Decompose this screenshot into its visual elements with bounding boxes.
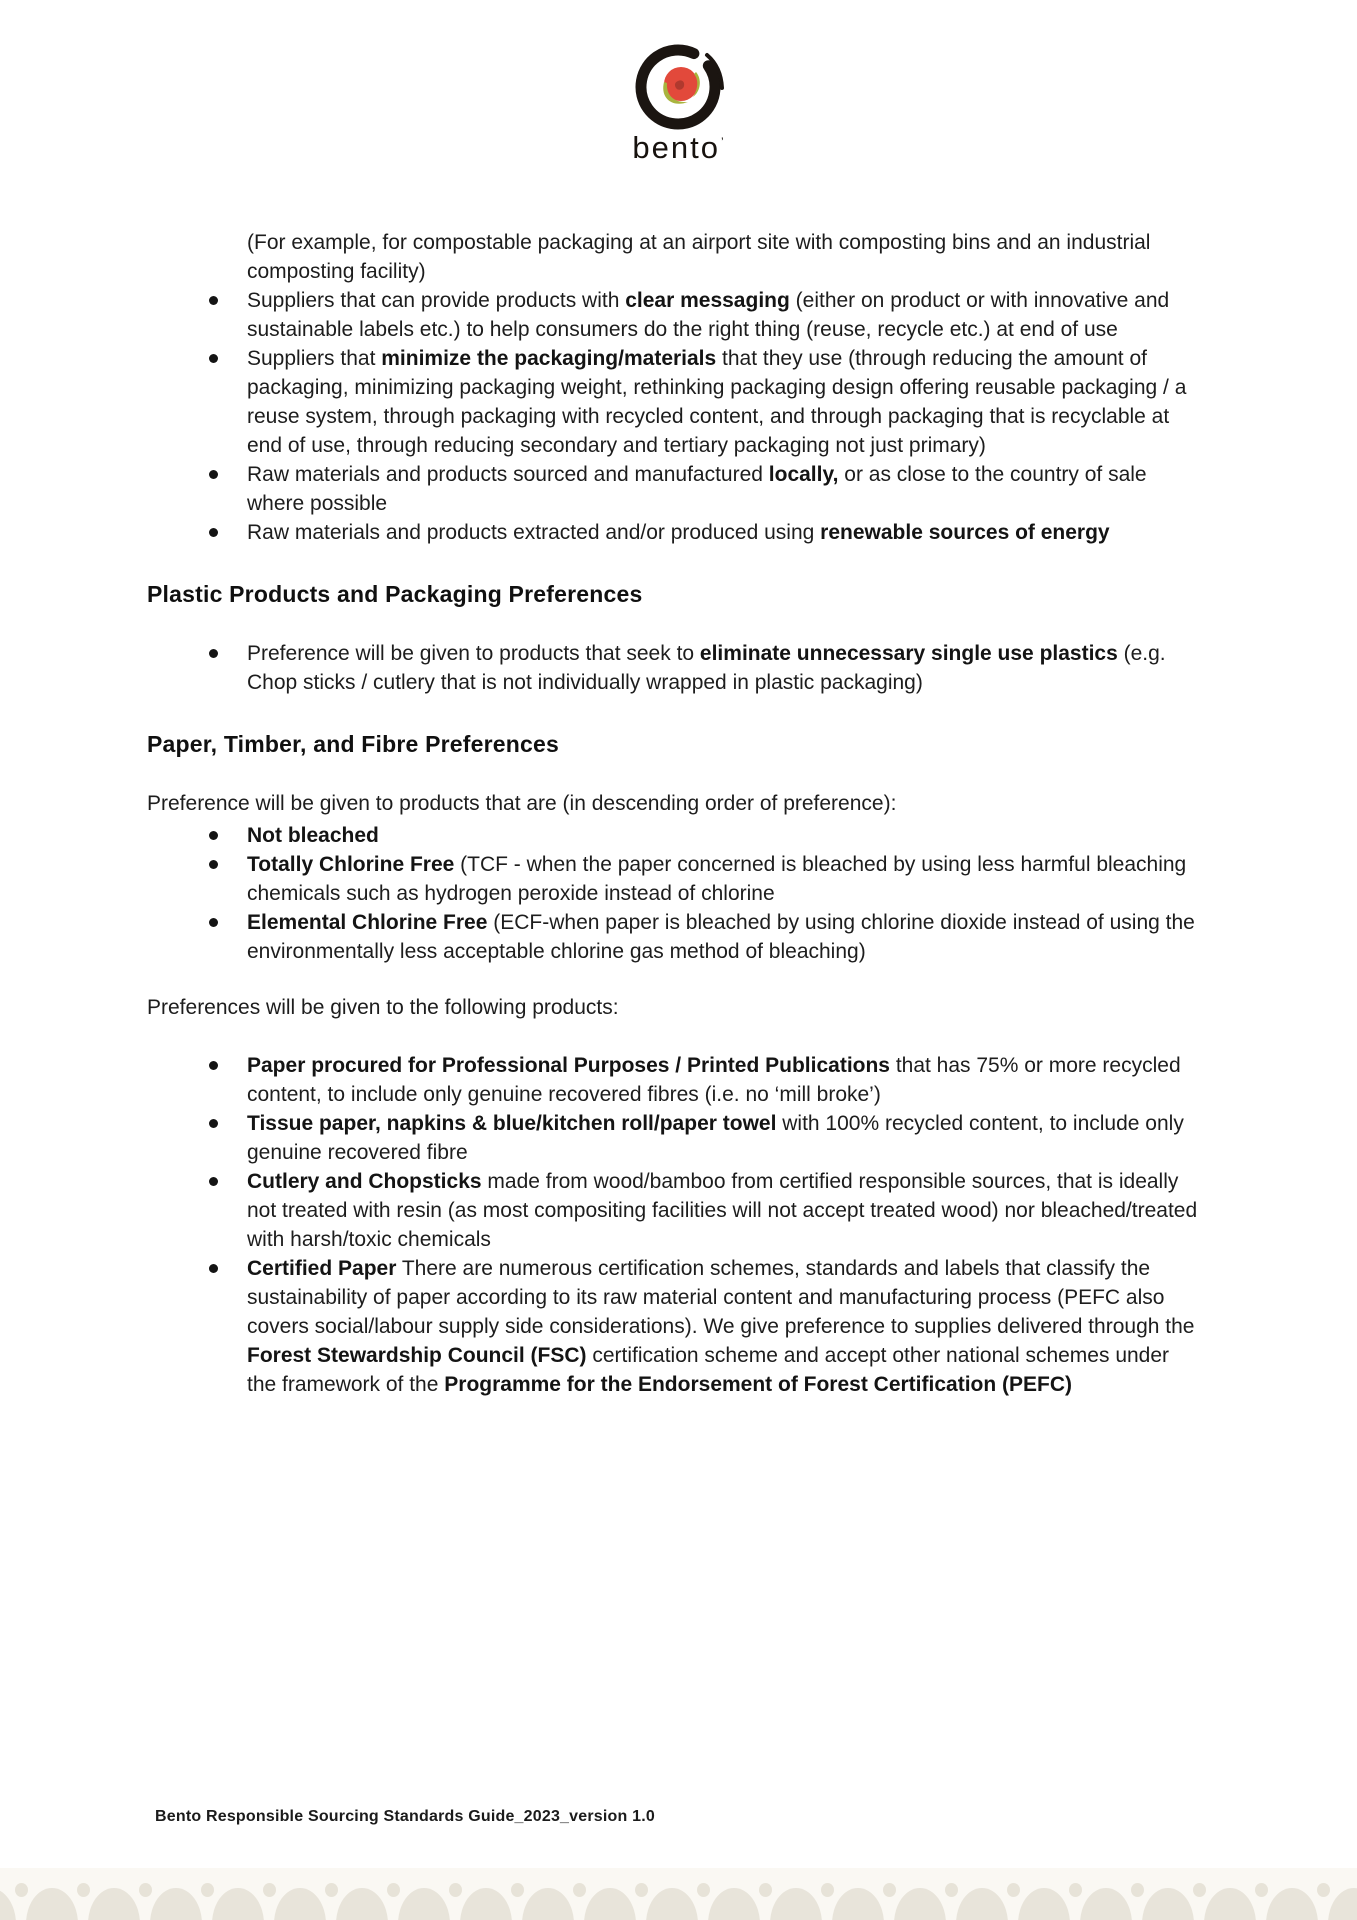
scallop-shape xyxy=(150,1888,202,1920)
scallop-shape xyxy=(584,1888,636,1920)
text-segment: Raw materials and products extracted and/or produced using xyxy=(247,521,821,544)
bullet-item xyxy=(247,1051,1199,1109)
scallop-dot xyxy=(1007,1883,1020,1897)
bullet-list xyxy=(147,639,1232,697)
lead-paragraph xyxy=(147,993,1232,1022)
document-blocks xyxy=(147,228,1232,1399)
bullet-list xyxy=(147,286,1232,547)
scallop-shape xyxy=(212,1888,264,1920)
scallop-shape xyxy=(460,1888,512,1920)
bold-text-segment: Not bleached xyxy=(247,824,379,847)
bold-text-segment: eliminate unnecessary single use plastics xyxy=(699,642,1118,665)
bold-text-segment: renewable sources of energy xyxy=(820,521,1110,544)
continuation-text xyxy=(247,228,1199,286)
scallop-dot xyxy=(883,1883,896,1897)
text-segment: with 100% recycled content, to include only genuine recovered fibre xyxy=(247,1112,1184,1164)
bold-text-segment: Cutlery and Chopsticks xyxy=(247,1170,482,1193)
scallop-shape xyxy=(1080,1888,1132,1920)
scallop-shape xyxy=(708,1888,760,1920)
brand-logo xyxy=(0,0,1357,170)
text-segment: Raw materials and products sourced and manufactured xyxy=(247,463,769,486)
scallop-shape xyxy=(1142,1888,1194,1920)
bullet-list-block xyxy=(147,1051,1232,1399)
scallop-shape xyxy=(274,1888,326,1920)
bullet-item xyxy=(247,1167,1199,1254)
bold-text-segment: Certified Paper xyxy=(247,1257,397,1280)
section-heading: Paper, Timber, and Fibre Preferences xyxy=(147,731,560,757)
text-segment: that has 75% or more recycled content, to include only genuine recovered fibres (i.e. no ‘mill broke’) xyxy=(247,1054,1181,1106)
text-segment: Suppliers that xyxy=(247,347,382,370)
scallop-dot xyxy=(573,1883,586,1897)
bold-text-segment: Tissue paper, napkins & blue/kitchen roll/paper towel xyxy=(247,1112,777,1135)
bold-text-segment: Paper procured for Professional Purposes / Printed Publications xyxy=(247,1054,890,1077)
scallop-dot xyxy=(15,1883,28,1897)
bullet-item xyxy=(247,850,1199,908)
scallop-dot xyxy=(1255,1883,1268,1897)
decorative-border xyxy=(0,1868,1357,1920)
scallop-shape xyxy=(26,1888,78,1920)
bullet-list xyxy=(147,821,1232,966)
scallop-shape xyxy=(1204,1888,1256,1920)
scallop-dot xyxy=(759,1883,772,1897)
scallop-shape xyxy=(398,1888,450,1920)
scallop-shape xyxy=(894,1888,946,1920)
bold-text-segment: minimize the packaging/materials xyxy=(381,347,717,370)
text-segment: (ECF-when paper is bleached by using chlorine dioxide instead of using the environmentally less acceptable chlorine gas method of bleaching) xyxy=(247,911,1195,963)
bullet-item xyxy=(247,639,1199,697)
scallop-shape xyxy=(832,1888,884,1920)
scallop-shape xyxy=(336,1888,388,1920)
brand-wordmark xyxy=(0,132,1357,170)
scallop-dot xyxy=(387,1883,400,1897)
scallop-shape xyxy=(1266,1888,1318,1920)
bold-text-segment: Forest Stewardship Council (FSC) xyxy=(247,1344,587,1367)
text-segment: Preferences will be given to the following products: xyxy=(147,996,619,1019)
bullet-item xyxy=(247,344,1199,460)
bullet-list-block xyxy=(147,789,1232,966)
bold-text-segment: locally, xyxy=(768,463,839,486)
section-heading: Plastic Products and Packaging Preferences xyxy=(147,581,643,607)
list-intro xyxy=(147,789,1232,818)
text-segment: that they use (through reducing the amount of packaging, minimizing packaging weight, rethinking packaging design offering reusable packaging / a reuse system, through packaging with recycled content, and through packaging that is recyclable at end of use, through reducing secondary and tertiary packaging not just primary) xyxy=(247,347,1187,457)
bullet-list-block xyxy=(147,639,1232,697)
text-segment: Preference will be given to products that seek to xyxy=(247,642,700,665)
scallop-dot xyxy=(635,1883,648,1897)
text-segment: Preference will be given to products that are (in descending order of preference): xyxy=(147,792,897,815)
scallop-dot xyxy=(697,1883,710,1897)
bullet-item xyxy=(247,908,1199,966)
bold-text-segment: clear messaging xyxy=(625,289,790,312)
scallop-dot xyxy=(77,1883,90,1897)
scallop-dot xyxy=(1317,1883,1330,1897)
scallop-dot xyxy=(139,1883,152,1897)
bullet-item xyxy=(247,518,1199,547)
scallop-shape xyxy=(646,1888,698,1920)
scallop-shape xyxy=(1328,1888,1357,1920)
bento-logo-icon xyxy=(631,40,727,136)
bullet-item xyxy=(247,286,1199,344)
bullet-list-block xyxy=(147,286,1232,547)
text-segment: or as close to the country of sale where possible xyxy=(247,463,1147,515)
bullet-item xyxy=(247,821,1199,850)
text-segment: certification scheme and accept other national schemes under the framework of the xyxy=(247,1344,1170,1396)
bold-text-segment: Elemental Chlorine Free xyxy=(247,911,488,934)
text-segment: (TCF - when the paper concerned is bleached by using less harmful bleaching chemicals such as hydrogen peroxide instead of chlorine xyxy=(247,853,1187,905)
scallop-dot xyxy=(325,1883,338,1897)
scallop-shape xyxy=(770,1888,822,1920)
brand-name-text: bento xyxy=(632,130,720,165)
scallop-dot xyxy=(511,1883,524,1897)
scallop-dot xyxy=(1193,1883,1206,1897)
scallop-shape xyxy=(522,1888,574,1920)
bold-text-segment: Totally Chlorine Free xyxy=(247,853,455,876)
scallop-dot xyxy=(821,1883,834,1897)
text-segment: There are numerous certification schemes, standards and labels that classify the sustainability of paper according to its raw material content and manufacturing process (PEFC also covers social/labour supply side considerations). We give preference to supplies delivered through the xyxy=(247,1257,1195,1338)
text-segment: (For example, for compostable packaging at an airport site with composting bins and an industrial composting facility) xyxy=(247,231,1151,283)
bullet-item xyxy=(247,460,1199,518)
scallop-dot xyxy=(263,1883,276,1897)
scallop-shape xyxy=(1018,1888,1070,1920)
footer-note: Bento Responsible Sourcing Standards Guide_2023_version 1.0 xyxy=(155,1808,655,1825)
scallop-shape xyxy=(0,1888,16,1920)
scallop-shape xyxy=(956,1888,1008,1920)
trademark-tick-icon: ’ xyxy=(720,135,726,149)
text-segment: made from wood/bamboo from certified responsible sources, that is ideally not treated with resin (as most compositing facilities will not accept treated wood) nor bleached/treated with harsh/toxic chemicals xyxy=(247,1170,1198,1251)
bullet-list xyxy=(147,1051,1232,1399)
scallop-dot xyxy=(201,1883,214,1897)
text-segment: (either on product or with innovative and sustainable labels etc.) to help consumers do the right thing (reuse, recycle etc.) at end of use xyxy=(247,289,1170,341)
text-segment: Suppliers that can provide products with xyxy=(247,289,626,312)
scallop-dot xyxy=(1131,1883,1144,1897)
scallop-dot xyxy=(945,1883,958,1897)
scallop-dot xyxy=(449,1883,462,1897)
bullet-item xyxy=(247,1254,1199,1399)
bold-text-segment: Programme for the Endorsement of Forest Certification (PEFC) xyxy=(444,1373,1073,1396)
bullet-item xyxy=(247,1109,1199,1167)
scallop-dot xyxy=(1069,1883,1082,1897)
text-segment: (e.g. Chop sticks / cutlery that is not individually wrapped in plastic packaging) xyxy=(247,642,1166,694)
scallop-shape xyxy=(88,1888,140,1920)
